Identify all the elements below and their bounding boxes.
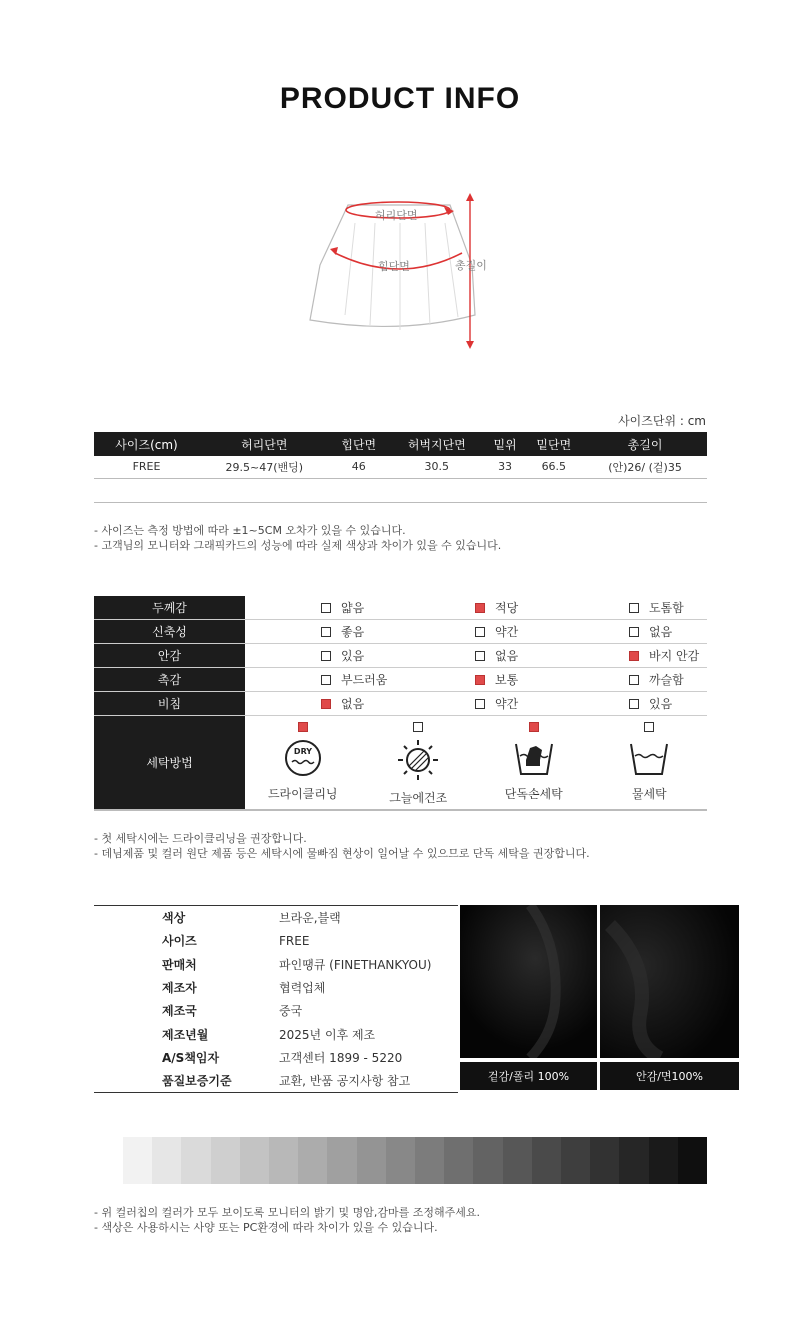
size-cell: (안)26/ (겉)35 bbox=[583, 456, 707, 478]
fabric-row-label: 신축성 bbox=[94, 620, 245, 643]
fabric-option bbox=[245, 692, 399, 715]
color-chip bbox=[123, 1137, 152, 1184]
fabric-option-label: 까슬함 bbox=[649, 673, 684, 687]
size-header: 밑위 bbox=[486, 432, 525, 456]
size-header: 사이즈(cm) bbox=[94, 432, 199, 456]
page-title: PRODUCT INFO bbox=[279, 82, 521, 115]
hip-label: 힙단면 bbox=[378, 260, 410, 273]
info-key: 제조국 bbox=[162, 1004, 197, 1019]
info-value: 고객센터 1899 - 5220 bbox=[279, 1050, 403, 1065]
fabric-option bbox=[245, 620, 399, 643]
info-value: 중국 bbox=[279, 1004, 303, 1019]
fabric-option-label: 얇음 bbox=[341, 601, 365, 615]
unchecked-box-icon bbox=[321, 675, 331, 685]
size-header: 허리단면 bbox=[199, 432, 329, 456]
info-key: 제조자 bbox=[162, 981, 197, 996]
unchecked-box-icon bbox=[413, 722, 423, 732]
unchecked-box-icon bbox=[644, 722, 654, 732]
fabric-option-label: 약간 bbox=[495, 625, 519, 639]
fabric-row bbox=[94, 596, 707, 620]
size-table bbox=[94, 432, 707, 479]
wash-items bbox=[245, 716, 707, 809]
wash-item-label: 단독손세탁 bbox=[504, 787, 563, 801]
unchecked-box-icon bbox=[629, 675, 639, 685]
fabric-option-label: 없음 bbox=[495, 649, 519, 663]
note-line: - 사이즈는 측정 방법에 따라 ±1~5CM 오차가 있을 수 있습니다. bbox=[94, 524, 406, 537]
size-notes bbox=[94, 523, 501, 553]
unchecked-box-icon bbox=[475, 699, 485, 709]
dry-icon-text: DRY bbox=[293, 747, 312, 756]
unchecked-box-icon bbox=[629, 603, 639, 613]
dry-clean-icon bbox=[283, 732, 323, 785]
wash-row bbox=[94, 716, 707, 810]
color-chip bbox=[590, 1137, 619, 1184]
size-cell: FREE bbox=[94, 456, 199, 478]
color-chip bbox=[561, 1137, 590, 1184]
info-key: A/S책임자 bbox=[162, 1050, 220, 1065]
fabric-option bbox=[553, 596, 707, 619]
color-chip bbox=[386, 1137, 415, 1184]
fabric-row-label: 두께감 bbox=[94, 596, 245, 619]
size-cell: 33 bbox=[486, 456, 525, 478]
info-row bbox=[94, 906, 458, 929]
size-header: 총길이 bbox=[583, 432, 707, 456]
color-chip bbox=[240, 1137, 269, 1184]
info-value: FREE bbox=[279, 933, 310, 948]
fabric-option-label: 있음 bbox=[341, 649, 365, 663]
wash-item bbox=[361, 716, 477, 809]
info-row bbox=[94, 999, 458, 1022]
fabric-option bbox=[553, 692, 707, 715]
fabric-option bbox=[245, 644, 399, 667]
wash-item bbox=[592, 716, 708, 809]
color-chip-gradient bbox=[123, 1137, 707, 1184]
info-value: 브라운,블랙 bbox=[279, 911, 341, 926]
fabric-option-label: 부드러움 bbox=[341, 673, 388, 687]
fabric-row bbox=[94, 644, 707, 668]
color-chip bbox=[152, 1137, 181, 1184]
info-row bbox=[94, 1046, 458, 1069]
color-chip bbox=[473, 1137, 502, 1184]
size-cell: 29.5~47(밴딩) bbox=[199, 456, 329, 478]
hand-wash-icon bbox=[512, 732, 556, 785]
inner-fabric-image bbox=[600, 905, 739, 1058]
fabric-option-label: 도톰함 bbox=[649, 601, 684, 615]
color-chip bbox=[269, 1137, 298, 1184]
fabric-option-label: 없음 bbox=[649, 625, 673, 639]
unchecked-box-icon bbox=[629, 627, 639, 637]
unchecked-box-icon bbox=[475, 627, 485, 637]
divider bbox=[94, 810, 707, 811]
wash-notes bbox=[94, 831, 590, 861]
size-cell: 66.5 bbox=[525, 456, 584, 478]
table-row bbox=[94, 456, 707, 478]
fabric-option bbox=[245, 596, 399, 619]
info-row bbox=[94, 976, 458, 999]
fabric-option-label: 바지 안감 bbox=[649, 649, 700, 663]
note-line: - 위 컬러칩의 컬러가 모두 보이도록 모니터의 밝기 및 명암,감마를 조정해주세요. bbox=[94, 1206, 480, 1219]
wash-item-label: 드라이클리닝 bbox=[267, 787, 338, 801]
info-value: 교환, 반품 공지사항 참고 bbox=[279, 1074, 411, 1089]
info-key: 판매처 bbox=[162, 957, 197, 972]
fabric-row-label: 안감 bbox=[94, 644, 245, 667]
fabric-option bbox=[553, 620, 707, 643]
color-chip bbox=[181, 1137, 210, 1184]
wash-item-label: 그늘에건조 bbox=[389, 791, 448, 805]
fabric-option bbox=[399, 668, 553, 691]
checked-box-icon bbox=[475, 603, 485, 613]
checked-box-icon bbox=[475, 675, 485, 685]
info-key: 품질보증기준 bbox=[162, 1074, 232, 1089]
fabric-option bbox=[553, 644, 707, 667]
note-line: - 첫 세탁시에는 드라이클리닝을 권장합니다. bbox=[94, 832, 307, 845]
product-info-table bbox=[94, 905, 458, 1093]
outer-fabric-label: 겉감/폴리 100% bbox=[460, 1062, 597, 1090]
color-chip bbox=[327, 1137, 356, 1184]
info-value: 파인땡큐 (FINETHANKYOU) bbox=[279, 957, 432, 972]
wash-label: 세탁방법 bbox=[94, 716, 245, 809]
fabric-option-label: 있음 bbox=[649, 697, 673, 711]
shade-dry-icon bbox=[396, 732, 440, 789]
checked-box-icon bbox=[629, 651, 639, 661]
info-row bbox=[94, 1022, 458, 1045]
unchecked-box-icon bbox=[321, 627, 331, 637]
fabric-row-label: 비침 bbox=[94, 692, 245, 715]
checked-box-icon bbox=[321, 699, 331, 709]
size-cell: 30.5 bbox=[388, 456, 486, 478]
fabric-option-label: 보통 bbox=[495, 673, 519, 687]
fabric-row-label: 촉감 bbox=[94, 668, 245, 691]
fabric-option bbox=[399, 644, 553, 667]
size-header: 힙단면 bbox=[330, 432, 389, 456]
fabric-option bbox=[399, 596, 553, 619]
fabric-option bbox=[399, 620, 553, 643]
wash-item bbox=[476, 716, 592, 809]
fabric-option bbox=[553, 668, 707, 691]
unchecked-box-icon bbox=[629, 699, 639, 709]
color-chip bbox=[619, 1137, 648, 1184]
unchecked-box-icon bbox=[475, 651, 485, 661]
note-line: - 색상은 사용하시는 사양 또는 PC환경에 따라 차이가 있을 수 있습니다. bbox=[94, 1221, 438, 1234]
color-chip bbox=[503, 1137, 532, 1184]
info-row bbox=[94, 953, 458, 976]
wash-item bbox=[245, 716, 361, 809]
fabric-table bbox=[94, 596, 707, 810]
fabric-option-label: 좋음 bbox=[341, 625, 365, 639]
wash-item-label: 물세탁 bbox=[631, 787, 667, 801]
color-notes bbox=[94, 1205, 480, 1235]
length-label: 총길이 bbox=[455, 259, 487, 272]
info-value: 협력업체 bbox=[279, 981, 326, 996]
info-key: 제조년월 bbox=[162, 1027, 209, 1042]
unchecked-box-icon bbox=[321, 603, 331, 613]
size-header: 밑단면 bbox=[525, 432, 584, 456]
outer-fabric-image bbox=[460, 905, 597, 1058]
fabric-row bbox=[94, 668, 707, 692]
fabric-row bbox=[94, 692, 707, 716]
info-key: 색상 bbox=[162, 911, 186, 926]
outer-fabric-swatch bbox=[460, 905, 597, 1058]
color-chip bbox=[649, 1137, 678, 1184]
color-chip bbox=[415, 1137, 444, 1184]
checked-box-icon bbox=[529, 722, 539, 732]
info-value: 2025년 이후 제조 bbox=[279, 1027, 376, 1042]
fabric-option-label: 약간 bbox=[495, 697, 519, 711]
fabric-option bbox=[399, 692, 553, 715]
inner-fabric-swatch bbox=[600, 905, 739, 1058]
note-line: - 데님제품 및 컬러 원단 제품 등은 세탁시에 물빠짐 현상이 일어날 수 있으므로 단독 세탁을 권장합니다. bbox=[94, 847, 590, 860]
note-line: - 고객님의 모니터와 그래픽카드의 성능에 따라 실제 색상과 차이가 있을 수 있습니다. bbox=[94, 539, 502, 552]
fabric-option-label: 없음 bbox=[341, 697, 365, 711]
unchecked-box-icon bbox=[321, 651, 331, 661]
color-chip bbox=[678, 1137, 707, 1184]
color-chip bbox=[298, 1137, 327, 1184]
color-chip bbox=[357, 1137, 386, 1184]
size-unit: 사이즈단위 : cm bbox=[618, 414, 706, 428]
info-row bbox=[94, 929, 458, 952]
fabric-row bbox=[94, 620, 707, 644]
checked-box-icon bbox=[298, 722, 308, 732]
fabric-option-label: 적당 bbox=[495, 601, 519, 615]
water-wash-icon bbox=[627, 732, 671, 785]
divider bbox=[94, 502, 707, 503]
color-chip bbox=[532, 1137, 561, 1184]
size-cell: 46 bbox=[330, 456, 389, 478]
waist-label: 허리단면 bbox=[375, 209, 418, 222]
size-header: 허벅지단면 bbox=[388, 432, 486, 456]
color-chip bbox=[211, 1137, 240, 1184]
info-key: 사이즈 bbox=[162, 934, 197, 949]
fabric-option bbox=[245, 668, 399, 691]
info-row bbox=[94, 1069, 458, 1092]
color-chip bbox=[444, 1137, 473, 1184]
inner-fabric-label: 안감/면100% bbox=[600, 1062, 739, 1090]
